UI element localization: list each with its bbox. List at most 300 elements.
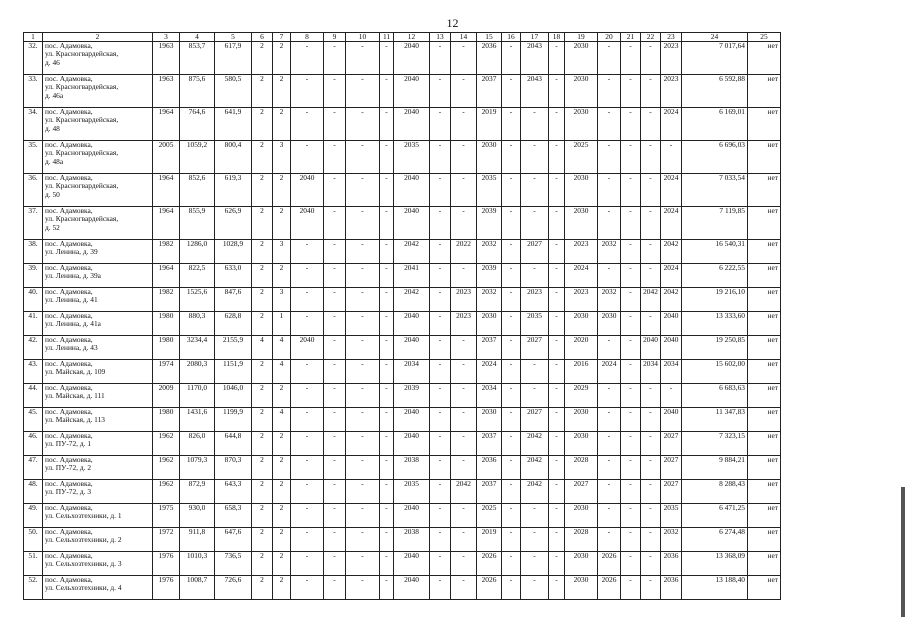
- table-cell: нет: [748, 174, 781, 207]
- table-cell: 2: [252, 480, 273, 504]
- table-cell: 6 169,01: [682, 108, 748, 141]
- table-cell: 2030: [565, 75, 598, 108]
- address-line: ул. Ленина, д. 39: [45, 247, 98, 257]
- table-cell: -: [324, 480, 346, 504]
- table-cell: 2040: [394, 312, 430, 336]
- table-cell: 2040: [661, 312, 682, 336]
- table-cell: -: [380, 264, 394, 288]
- table-cell: 580,5: [215, 75, 252, 108]
- table-cell: 1286,0: [180, 240, 215, 264]
- table-cell: 2027: [661, 432, 682, 456]
- table-cell: -: [621, 576, 641, 600]
- table-cell: 633,0: [215, 264, 252, 288]
- table-cell: -: [430, 141, 451, 174]
- table-cell: -: [598, 384, 621, 408]
- table-cell: 2: [273, 432, 291, 456]
- table-cell: 2035: [394, 480, 430, 504]
- address-line: пос. Адамовка,: [45, 239, 93, 248]
- table-cell: -: [380, 360, 394, 384]
- table-cell: 2040: [661, 336, 682, 360]
- scan-edge-shadow: [901, 487, 905, 617]
- table-cell: 1980: [153, 408, 180, 432]
- table-cell: 1975: [153, 504, 180, 528]
- table-row: [24, 576, 781, 600]
- table-cell: -: [621, 456, 641, 480]
- table-cell: -: [430, 432, 451, 456]
- table-cell: 2028: [565, 528, 598, 552]
- table-cell: -: [324, 408, 346, 432]
- table-cell: 2043: [521, 75, 549, 108]
- table-cell: нет: [748, 456, 781, 480]
- table-cell: 6 683,63: [682, 384, 748, 408]
- table-cell: нет: [748, 552, 781, 576]
- table-cell: -: [324, 174, 346, 207]
- table-cell: -: [324, 360, 346, 384]
- table-cell: 2040: [291, 336, 324, 360]
- table-cell: 2: [252, 504, 273, 528]
- table-cell: -: [598, 75, 621, 108]
- table-cell: 2: [252, 264, 273, 288]
- table-cell: 2040: [394, 75, 430, 108]
- table-cell: -: [451, 432, 477, 456]
- column-number-cell: 4: [180, 33, 215, 42]
- column-number-cell: 8: [291, 33, 324, 42]
- table-cell: 48.: [24, 480, 43, 504]
- table-cell: -: [430, 408, 451, 432]
- address-cell: [43, 42, 153, 75]
- table-cell: 847,6: [215, 288, 252, 312]
- table-cell: 2030: [565, 108, 598, 141]
- address-line: ул. Красногвардейская,: [45, 181, 119, 191]
- table-cell: 2: [252, 384, 273, 408]
- table-cell: 870,3: [215, 456, 252, 480]
- table-cell: 1151,9: [215, 360, 252, 384]
- table-cell: 51.: [24, 552, 43, 576]
- table-cell: -: [430, 108, 451, 141]
- table-cell: 1431,6: [180, 408, 215, 432]
- table-cell: -: [451, 42, 477, 75]
- table-cell: -: [641, 264, 661, 288]
- table-cell: нет: [748, 108, 781, 141]
- table-cell: 2030: [565, 552, 598, 576]
- table-cell: -: [430, 288, 451, 312]
- table-cell: -: [549, 75, 565, 108]
- table-cell: 736,5: [215, 552, 252, 576]
- table-cell: -: [346, 456, 380, 480]
- table-cell: 2040: [291, 174, 324, 207]
- column-number-cell: 7: [273, 33, 291, 42]
- table-cell: -: [549, 408, 565, 432]
- table-cell: -: [521, 360, 549, 384]
- table-row: [24, 504, 781, 528]
- table-cell: -: [380, 336, 394, 360]
- column-number-cell: 18: [549, 33, 565, 42]
- table-cell: 2038: [394, 456, 430, 480]
- table-cell: -: [549, 456, 565, 480]
- table-cell: -: [291, 288, 324, 312]
- address-line: ул. Сельхозтехники, д. 3: [45, 559, 122, 569]
- table-cell: 2042: [521, 456, 549, 480]
- table-cell: 37.: [24, 207, 43, 240]
- table-cell: 2: [252, 528, 273, 552]
- table-cell: 1010,3: [180, 552, 215, 576]
- table-cell: -: [451, 207, 477, 240]
- table-cell: -: [451, 576, 477, 600]
- table-cell: -: [430, 456, 451, 480]
- column-number-row: [24, 33, 781, 42]
- table-cell: 2041: [394, 264, 430, 288]
- table-row: [24, 207, 781, 240]
- table-cell: -: [346, 312, 380, 336]
- table-cell: -: [430, 360, 451, 384]
- table-cell: -: [324, 264, 346, 288]
- table-cell: 1079,3: [180, 456, 215, 480]
- table-cell: -: [502, 432, 521, 456]
- table-row: [24, 552, 781, 576]
- table-cell: -: [598, 528, 621, 552]
- address-line: д. 46а: [45, 90, 64, 100]
- table-cell: -: [451, 456, 477, 480]
- table-cell: 2042: [451, 480, 477, 504]
- table-cell: 2030: [565, 504, 598, 528]
- table-cell: 2024: [661, 108, 682, 141]
- address-line: пос. Адамовка,: [45, 527, 93, 536]
- table-cell: -: [324, 432, 346, 456]
- table-cell: -: [549, 312, 565, 336]
- table-cell: 3: [273, 288, 291, 312]
- table-cell: 2025: [477, 504, 502, 528]
- table-cell: -: [451, 108, 477, 141]
- table-cell: 2026: [477, 576, 502, 600]
- table-cell: -: [430, 504, 451, 528]
- table-cell: -: [641, 312, 661, 336]
- table-cell: -: [598, 174, 621, 207]
- table-cell: 643,3: [215, 480, 252, 504]
- table-cell: 2040: [394, 504, 430, 528]
- table-cell: -: [502, 264, 521, 288]
- table-cell: -: [549, 360, 565, 384]
- address-line: ул. ПУ-72, д. 2: [45, 463, 92, 473]
- table-cell: 2039: [477, 207, 502, 240]
- table-row: [24, 360, 781, 384]
- table-cell: -: [641, 576, 661, 600]
- address-line: ул. Красногвардейская,: [45, 115, 119, 125]
- table-cell: 2030: [477, 312, 502, 336]
- column-number-cell: 14: [451, 33, 477, 42]
- table-cell: -: [521, 504, 549, 528]
- table-cell: 880,3: [180, 312, 215, 336]
- address-cell: [43, 141, 153, 174]
- table-cell: -: [451, 174, 477, 207]
- table-cell: 7 033,54: [682, 174, 748, 207]
- table-cell: 2030: [565, 408, 598, 432]
- table-cell: -: [641, 108, 661, 141]
- table-cell: 13 188,40: [682, 576, 748, 600]
- table-cell: -: [380, 528, 394, 552]
- table-cell: -: [451, 75, 477, 108]
- table-cell: -: [641, 408, 661, 432]
- table-cell: -: [502, 174, 521, 207]
- table-cell: -: [324, 552, 346, 576]
- table-cell: нет: [748, 504, 781, 528]
- table-cell: -: [598, 42, 621, 75]
- address-line: пос. Адамовка,: [45, 206, 93, 215]
- table-cell: 2025: [565, 141, 598, 174]
- table-cell: 2032: [661, 528, 682, 552]
- table-cell: 2: [252, 207, 273, 240]
- table-cell: 2028: [565, 456, 598, 480]
- table-cell: 2030: [565, 42, 598, 75]
- table-cell: 46.: [24, 432, 43, 456]
- address-cell: [43, 108, 153, 141]
- column-number-cell: 21: [621, 33, 641, 42]
- table-cell: -: [380, 504, 394, 528]
- table-cell: 626,9: [215, 207, 252, 240]
- table-cell: -: [430, 75, 451, 108]
- address-line: ул. Сельхозтехники, д. 4: [45, 583, 122, 593]
- table-cell: 2030: [565, 174, 598, 207]
- table-cell: -: [430, 42, 451, 75]
- table-cell: 36.: [24, 174, 43, 207]
- table-cell: 1980: [153, 312, 180, 336]
- table-cell: 9 884,21: [682, 456, 748, 480]
- table-cell: -: [598, 264, 621, 288]
- table-cell: 2037: [477, 336, 502, 360]
- table-cell: 3234,4: [180, 336, 215, 360]
- table-cell: -: [549, 384, 565, 408]
- table-cell: 2: [273, 207, 291, 240]
- table-cell: -: [502, 240, 521, 264]
- table-cell: 2: [273, 108, 291, 141]
- table-cell: 1059,2: [180, 141, 215, 174]
- column-number-cell: 1: [24, 33, 43, 42]
- table-cell: -: [346, 480, 380, 504]
- table-cell: -: [621, 432, 641, 456]
- table-cell: нет: [748, 312, 781, 336]
- table-cell: -: [502, 552, 521, 576]
- table-cell: 1008,7: [180, 576, 215, 600]
- table-cell: 2034: [477, 384, 502, 408]
- table-cell: 2155,9: [215, 336, 252, 360]
- table-cell: -: [641, 504, 661, 528]
- table-cell: 1963: [153, 75, 180, 108]
- table-cell: -: [641, 432, 661, 456]
- table-cell: 1525,6: [180, 288, 215, 312]
- column-number-cell: 15: [477, 33, 502, 42]
- table-cell: -: [521, 576, 549, 600]
- table-cell: 1964: [153, 264, 180, 288]
- address-line: д. 48а: [45, 156, 64, 166]
- table-cell: нет: [748, 480, 781, 504]
- column-number-cell: 2: [43, 33, 153, 42]
- table-cell: 2034: [394, 360, 430, 384]
- table-cell: 644,8: [215, 432, 252, 456]
- table-cell: 1964: [153, 174, 180, 207]
- table-cell: -: [621, 552, 641, 576]
- address-line: д. 46: [45, 57, 60, 67]
- table-cell: -: [598, 432, 621, 456]
- table-cell: нет: [748, 528, 781, 552]
- address-line: пос. Адамовка,: [45, 575, 93, 584]
- table-cell: 2: [252, 312, 273, 336]
- table-cell: 4: [273, 408, 291, 432]
- table-cell: 34.: [24, 108, 43, 141]
- table-cell: 2027: [521, 336, 549, 360]
- table-cell: -: [502, 576, 521, 600]
- address-line: ул. Ленина, д. 41а: [45, 319, 101, 329]
- table-cell: 11 347,83: [682, 408, 748, 432]
- table-cell: 2040: [661, 408, 682, 432]
- table-cell: 2030: [565, 207, 598, 240]
- table-cell: 2009: [153, 384, 180, 408]
- table-cell: 2036: [661, 576, 682, 600]
- table-cell: 2: [273, 504, 291, 528]
- table-cell: -: [324, 528, 346, 552]
- address-cell: [43, 576, 153, 600]
- table-cell: 2: [273, 576, 291, 600]
- table-cell: -: [291, 408, 324, 432]
- table-cell: 2: [252, 408, 273, 432]
- address-cell: [43, 504, 153, 528]
- table-cell: 2023: [451, 312, 477, 336]
- table-cell: 2035: [521, 312, 549, 336]
- table-cell: 2027: [661, 456, 682, 480]
- table-cell: 641,9: [215, 108, 252, 141]
- table-cell: 19 216,10: [682, 288, 748, 312]
- table-row: [24, 42, 781, 75]
- table-cell: -: [430, 528, 451, 552]
- table-cell: -: [324, 576, 346, 600]
- table-cell: 2020: [565, 336, 598, 360]
- table-cell: -: [621, 207, 641, 240]
- table-cell: 2032: [477, 288, 502, 312]
- table-cell: -: [621, 264, 641, 288]
- table-cell: 2040: [394, 207, 430, 240]
- table-cell: 628,8: [215, 312, 252, 336]
- table-cell: -: [291, 264, 324, 288]
- address-line: ул. Сельхозтехники, д. 1: [45, 511, 122, 521]
- table-cell: -: [380, 240, 394, 264]
- table-cell: 2030: [477, 408, 502, 432]
- table-cell: 875,6: [180, 75, 215, 108]
- table-cell: -: [324, 207, 346, 240]
- table-cell: 2030: [565, 576, 598, 600]
- address-line: пос. Адамовка,: [45, 359, 93, 368]
- table-cell: -: [324, 456, 346, 480]
- table-cell: 13 368,09: [682, 552, 748, 576]
- table-cell: -: [598, 480, 621, 504]
- table-cell: -: [621, 480, 641, 504]
- table-cell: 8 288,43: [682, 480, 748, 504]
- table-cell: 2034: [641, 360, 661, 384]
- table-cell: -: [549, 42, 565, 75]
- table-cell: -: [621, 408, 641, 432]
- table-cell: 826,0: [180, 432, 215, 456]
- table-cell: 1963: [153, 42, 180, 75]
- table-cell: 2: [252, 141, 273, 174]
- table-cell: -: [346, 504, 380, 528]
- address-line: пос. Адамовка,: [45, 335, 93, 344]
- table-cell: 2027: [661, 480, 682, 504]
- table-cell: 2042: [661, 240, 682, 264]
- table-cell: 2: [273, 264, 291, 288]
- table-cell: -: [598, 108, 621, 141]
- table-cell: -: [291, 141, 324, 174]
- table-cell: нет: [748, 75, 781, 108]
- table-cell: нет: [748, 336, 781, 360]
- table-cell: -: [521, 528, 549, 552]
- address-line: ул. ПУ-72, д. 3: [45, 487, 92, 497]
- table-cell: 764,6: [180, 108, 215, 141]
- table-cell: 1962: [153, 456, 180, 480]
- table-cell: -: [549, 432, 565, 456]
- table-cell: 853,7: [180, 42, 215, 75]
- address-cell: [43, 480, 153, 504]
- table-cell: 2: [273, 75, 291, 108]
- table-row: [24, 432, 781, 456]
- address-cell: [43, 75, 153, 108]
- table-cell: 2032: [477, 240, 502, 264]
- address-line: пос. Адамовка,: [45, 311, 93, 320]
- table-cell: 6 592,88: [682, 75, 748, 108]
- table-cell: -: [621, 42, 641, 75]
- table-cell: -: [346, 108, 380, 141]
- table-cell: 2042: [394, 288, 430, 312]
- table-cell: -: [324, 141, 346, 174]
- table-cell: -: [641, 456, 661, 480]
- table-cell: нет: [748, 432, 781, 456]
- table-cell: 15 602,00: [682, 360, 748, 384]
- table-cell: 2032: [598, 288, 621, 312]
- table-cell: 35.: [24, 141, 43, 174]
- table-cell: 1170,0: [180, 384, 215, 408]
- table-cell: -: [346, 336, 380, 360]
- table-cell: -: [324, 240, 346, 264]
- table-cell: 2035: [477, 174, 502, 207]
- table-cell: 38.: [24, 240, 43, 264]
- table-cell: -: [502, 141, 521, 174]
- column-number-cell: 16: [502, 33, 521, 42]
- table-cell: 32.: [24, 42, 43, 75]
- table-cell: -: [380, 108, 394, 141]
- column-number-cell: 5: [215, 33, 252, 42]
- table-cell: 2: [252, 75, 273, 108]
- table-cell: 852,6: [180, 174, 215, 207]
- table-cell: -: [346, 75, 380, 108]
- table-cell: 2024: [565, 264, 598, 288]
- table-cell: 1982: [153, 288, 180, 312]
- address-line: пос. Адамовка,: [45, 74, 93, 83]
- table-cell: -: [380, 408, 394, 432]
- address-line: д. 52: [45, 222, 60, 232]
- table-cell: -: [451, 528, 477, 552]
- column-number-cell: 22: [641, 33, 661, 42]
- table-cell: -: [549, 264, 565, 288]
- table-row: [24, 528, 781, 552]
- table-cell: 2042: [521, 480, 549, 504]
- table-cell: 2037: [477, 480, 502, 504]
- table-cell: 2039: [394, 384, 430, 408]
- address-line: пос. Адамовка,: [45, 140, 93, 149]
- table-cell: нет: [748, 42, 781, 75]
- table-cell: -: [521, 174, 549, 207]
- column-number-cell: 12: [394, 33, 430, 42]
- table-cell: 6 471,25: [682, 504, 748, 528]
- table-cell: 2: [252, 576, 273, 600]
- table-cell: 2: [273, 480, 291, 504]
- table-cell: -: [598, 456, 621, 480]
- table-cell: 2026: [477, 552, 502, 576]
